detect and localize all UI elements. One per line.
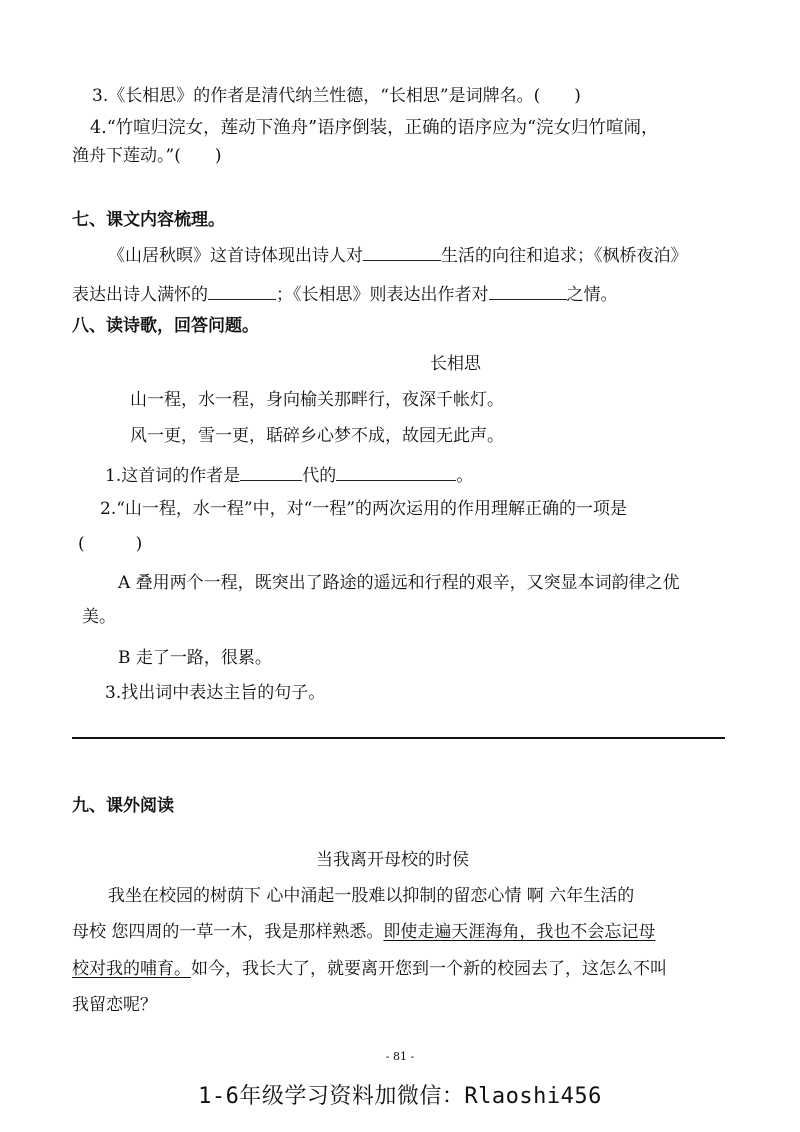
essay-line-2 [72,920,655,944]
essay-line-3 [72,957,667,981]
q7-blank-3[interactable] [489,281,567,300]
essay-underlined-sentence-part2: 校对我的哺育。 [72,959,191,979]
q7-text-c: 表达出诗人满怀的 [72,285,208,305]
q8-option-a-line2: 美。 [82,607,116,627]
poem-line-2: 风一更，雪一更，聒碎乡心梦不成，故园无此声。 [130,426,504,446]
q8-option-b: B 走了一路，很累。 [118,648,272,668]
essay-line-4: 我留恋呢？ [72,995,157,1015]
poem-line-1: 山一程，水一程，身向榆关那畔行，夜深千帐灯。 [130,390,504,410]
page-number: - 81 - [385,1050,415,1063]
q8-question-3: 3.找出词中表达主旨的句子。 [105,683,326,703]
q7-text-b: 生活的向往和追求；《枫桥夜泊》 [441,246,688,266]
essay-text-3b: 如今，我长大了，就要离开您到一个新的校园去了，这怎么不叫 [191,959,667,979]
q6-item-4-line1: 4.“竹喧归浣女，莲动下渔舟”语序倒装，正确的语序应为“浣女归竹喧闹， [90,118,659,138]
section-7-title: 七、课文内容梳理。 [72,210,225,230]
essay-text-2a: 母校 您四周的一草一木，我是那样熟悉。 [72,922,384,942]
poem-title: 长相思 [430,354,481,374]
section-8-title: 八、读诗歌，回答问题。 [72,316,259,336]
q8-q1-text-a: 1.这首词的作者是 [105,466,241,486]
section-9-title: 九、课外阅读 [72,796,174,816]
q7-blank-2[interactable] [208,281,276,300]
q7-text-d: ；《长相思》则表达出作者对 [276,285,489,305]
essay-title: 当我离开母校的时侯 [316,850,469,870]
q8-q1-text-c: 。 [456,466,474,486]
q7-blank-1[interactable] [363,242,441,261]
q8-q1-blank-dynasty[interactable] [240,462,302,481]
q8-question-2-line1: 2.“山一程，水一程”中，对“一程”的两次运用的作用理解正确的一项是 [100,499,627,519]
q8-q1-blank-author[interactable] [336,462,456,481]
footer-text: 1-6年级学习资料加微信：Rlaoshi456 [198,1084,602,1109]
q7-line-2 [72,281,618,307]
q6-item-4-line2: 渔舟下莲动。”( ) [72,146,222,166]
answer-line [72,737,725,739]
essay-line-1: 我坐在校园的树荫下 心中涌起一股难以抑制的留恋心情 啊 六年生活的 [108,886,635,906]
q8-question-2-line2: ( ) [78,534,143,554]
q8-question-1 [105,462,473,488]
q8-q1-text-b: 代的 [302,466,337,486]
q7-text-a: 《山居秋暝》这首诗体现出诗人对 [108,246,363,266]
q6-item-3: 3.《长相思》的作者是清代纳兰性德，“长相思”是词牌名。( ) [92,86,581,106]
q7-text-e: 之情。 [566,285,618,305]
q8-option-a-line1: A 叠用两个一程，既突出了路途的遥远和行程的艰辛，又突显本词韵律之优 [118,573,680,593]
q7-line-1 [108,242,688,268]
essay-underlined-sentence-part1: 即使走遍天涯海角，我也不会忘记母 [383,922,656,942]
